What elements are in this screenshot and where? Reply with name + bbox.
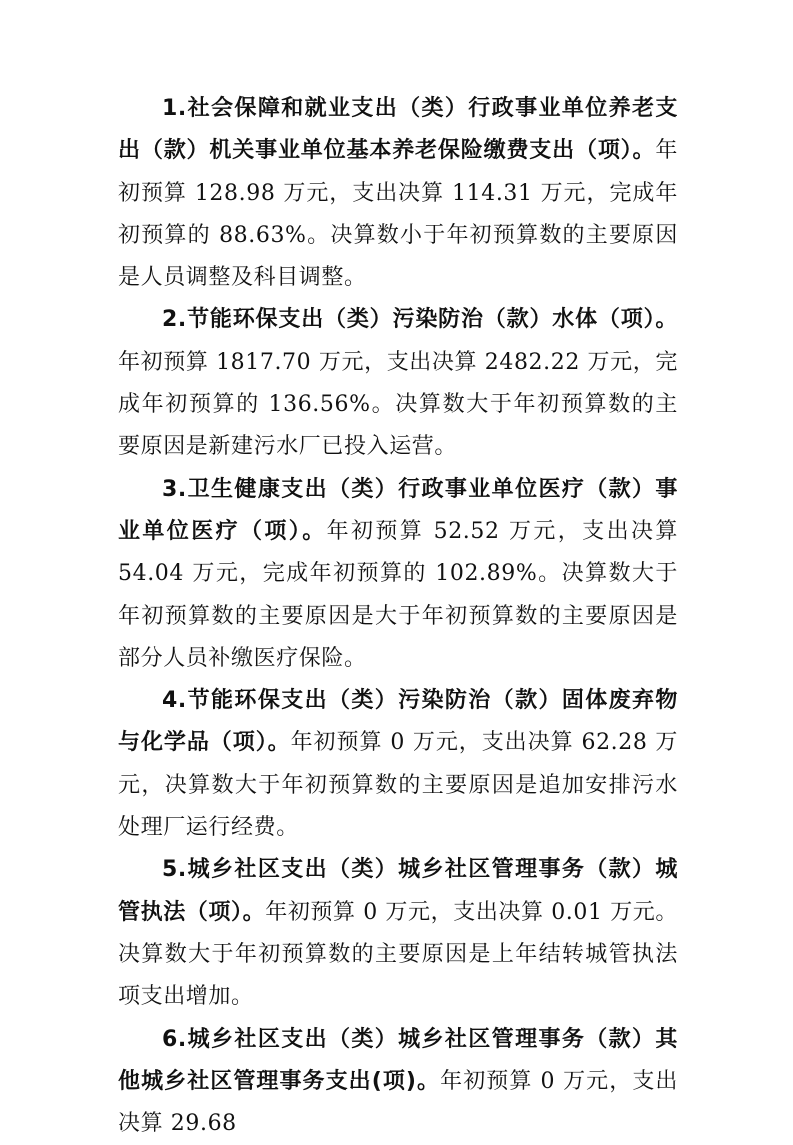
paragraph-heading: 4.节能环保支出（类）污染防治（款）固体废弃物与化学品（项）。 xyxy=(118,688,678,756)
paragraph-text: 年初预算 0 万元，支出决算 29.68 xyxy=(118,1068,678,1137)
paragraph-text: 年初预算 1817.70 万元，支出决算 2482.22 万元，完成年初预算的 136.56%。决算数大于年初预算数的主要原因是新建污水厂已投入运营。 xyxy=(118,349,678,460)
paragraph-3 xyxy=(118,469,678,680)
paragraph-heading: 5.城乡社区支出（类）城乡社区管理事务（款）城管执法（项）。 xyxy=(118,857,678,925)
paragraph-6 xyxy=(118,1019,678,1145)
paragraph-text: 年初预算 52.52 万元，支出决算 54.04 万元，完成年初预算的 102.89%。决算数大于年初预算数的主要原因是大于年初预算数的主要原因是部分人员补缴医疗保险。 xyxy=(118,518,678,671)
document-body xyxy=(118,88,678,1145)
paragraph-text: 年初预算 0 万元，支出决算 0.01 万元。决算数大于年初预算数的主要原因是上年结转城管执法项支出增加。 xyxy=(118,899,678,1010)
paragraph-4 xyxy=(118,680,678,849)
paragraph-heading: 1.社会保障和就业支出（类）行政事业单位养老支出（款）机关事业单位基本养老保险缴费支出（项）。 xyxy=(118,96,678,164)
paragraph-heading: 6.城乡社区支出（类）城乡社区管理事务（款）其他城乡社区管理事务支出(项)。 xyxy=(118,1026,678,1094)
paragraph-heading: 3.卫生健康支出（类）行政事业单位医疗（款）事业单位医疗（项）。 xyxy=(118,476,678,544)
paragraph-2 xyxy=(118,299,678,468)
paragraph-heading: 2.节能环保支出（类）污染防治（款）水体（项）。 xyxy=(162,307,678,333)
paragraph-5 xyxy=(118,849,678,1018)
paragraph-1 xyxy=(118,88,678,299)
paragraph-text: 年初预算 128.98 万元，支出决算 114.31 万元，完成年初预算的 88.63%。决算数小于年初预算数的主要原因是人员调整及科目调整。 xyxy=(118,138,678,291)
paragraph-text: 年初预算 0 万元，支出决算 62.28 万元，决算数大于年初预算数的主要原因是追加安排污水处理厂运行经费。 xyxy=(118,730,678,841)
